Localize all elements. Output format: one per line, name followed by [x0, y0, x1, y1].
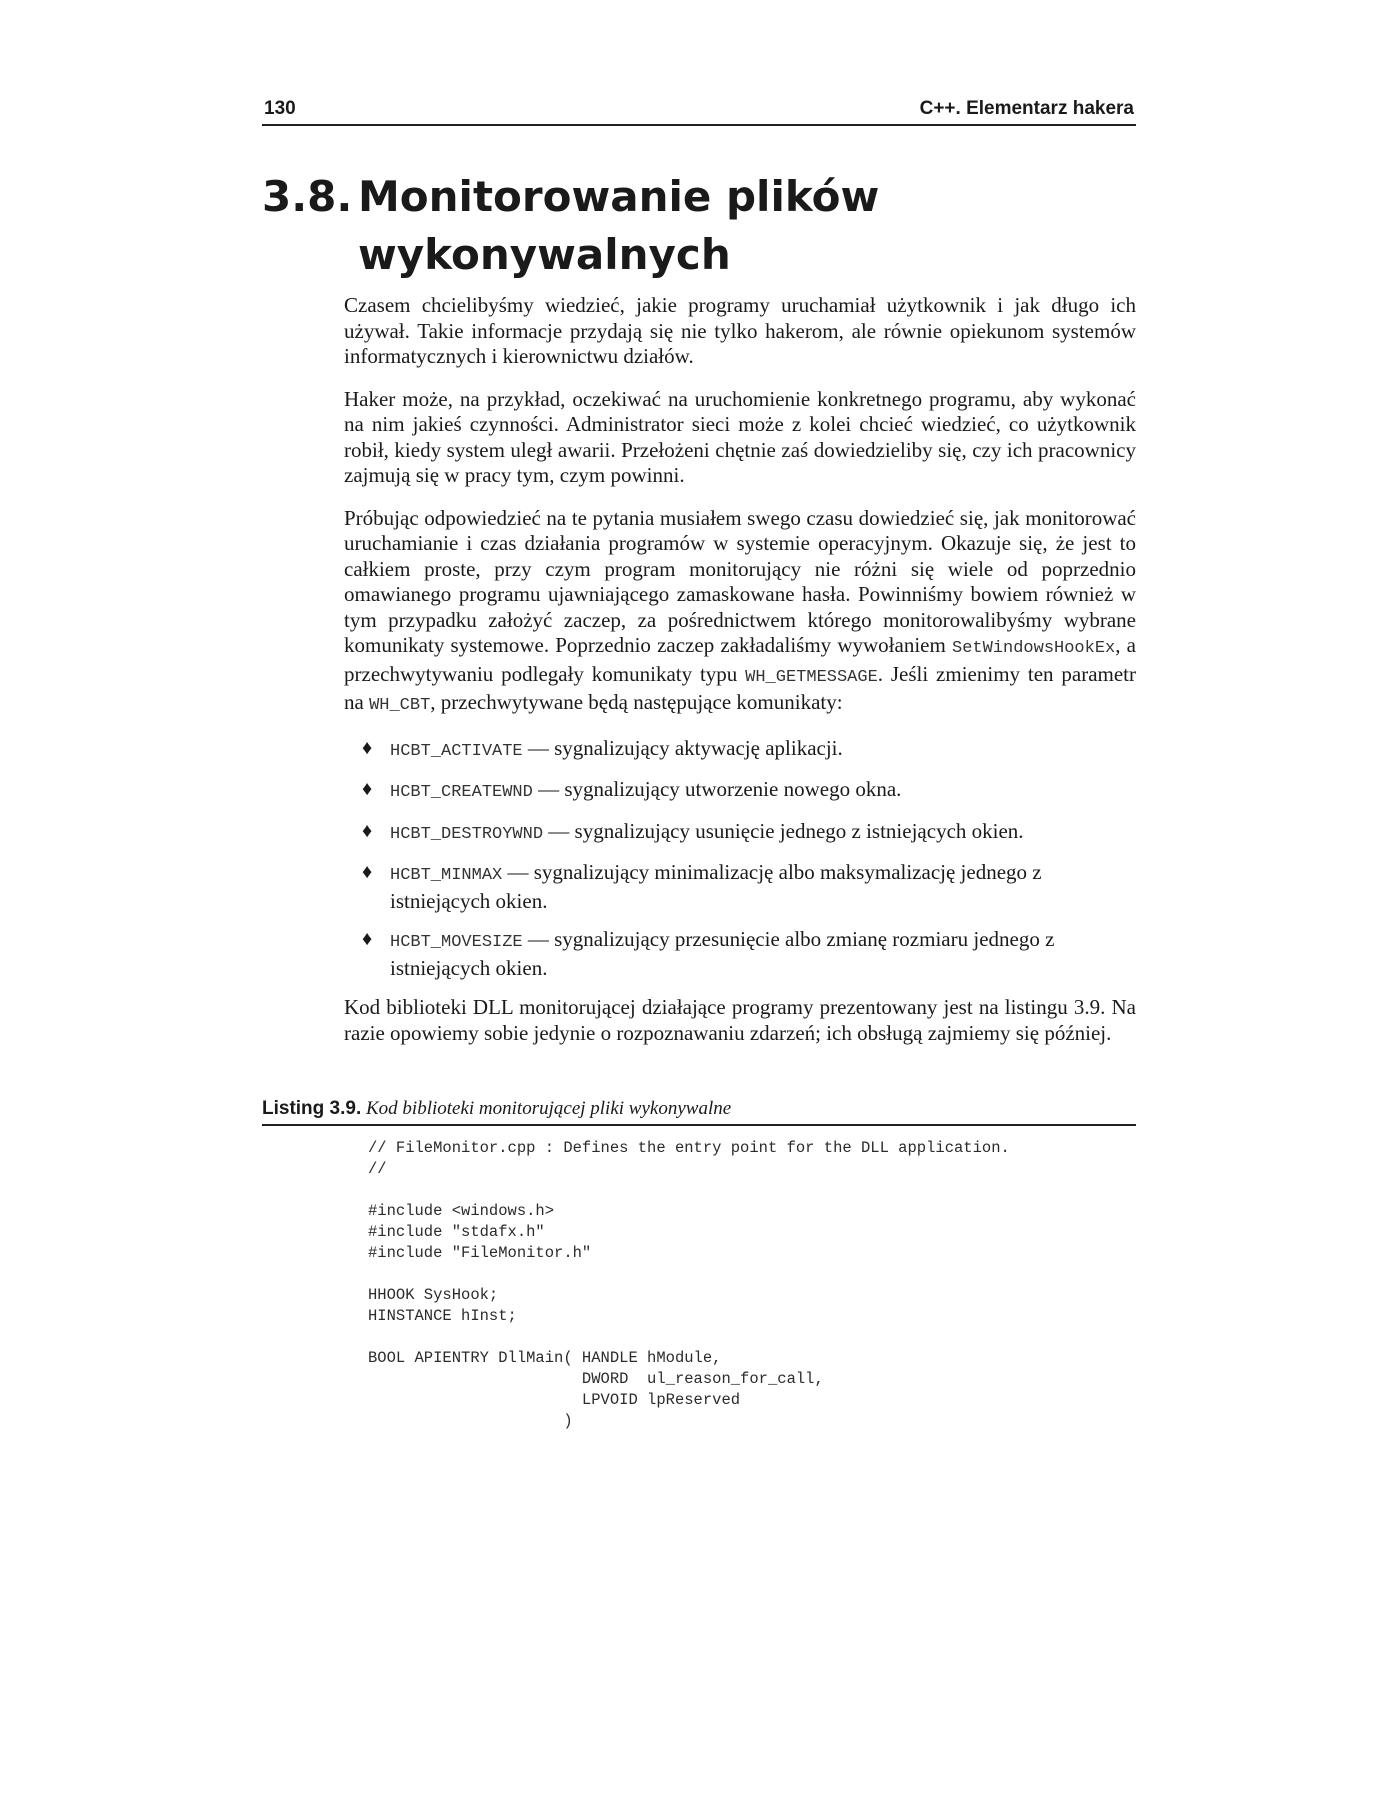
section-title-line2: wykonywalnych — [358, 230, 731, 279]
listing-label: Listing 3.9. — [262, 1098, 362, 1119]
code-line — [368, 1327, 1108, 1348]
code-line: DWORD ul_reason_for_call, — [368, 1370, 824, 1388]
list-item-text: — sygnalizujący aktywację aplikacji. — [522, 735, 843, 760]
code-line: // FileMonitor.cpp : Defines the entry point for the DLL application. — [368, 1139, 1010, 1157]
inline-code-wh-getmessage: WH_GETMESSAGE — [745, 667, 878, 687]
code-line: #include "FileMonitor.h" — [368, 1244, 592, 1262]
section-number: 3.8. — [262, 172, 353, 221]
code-line: LPVOID lpReserved — [368, 1391, 741, 1409]
list-item-text: — sygnalizujący przesunięcie albo zmianę rozmiaru jednego z istniejących okien. — [390, 927, 1055, 980]
diamond-bullet-icon: ♦ — [362, 736, 373, 759]
paragraph-hooks-text-4: , przechwytywane będą następujące komunikaty: — [430, 690, 843, 714]
code-listing — [368, 1138, 1108, 1432]
list-item-text: — sygnalizujący usunięcie jednego z istniejących okien. — [543, 818, 1024, 843]
listing-caption — [262, 1098, 1136, 1126]
list-item-text: — sygnalizujący utworzenie nowego okna. — [532, 777, 902, 801]
hook-message-list — [344, 736, 1136, 982]
code-line: // — [368, 1160, 387, 1178]
paragraph-hooks-text-3: . Jeśli zmienimy ten parametr na — [344, 661, 1137, 714]
paragraph-listing-intro: Kod biblioteki DLL monitorującej działające programy prezentowany jest na listingu 3.9. Na razie opowiemy sobie jedynie o rozpoznawaniu zdarzeń; ich obsługą zajmiemy się później. — [344, 995, 1136, 1045]
paragraph-hooks — [344, 506, 1136, 719]
list-item-code: HCBT_ACTIVATE — [390, 741, 523, 761]
list-item-code: HCBT_MINMAX — [390, 866, 503, 885]
section-title-line1: Monitorowanie plików — [358, 172, 880, 221]
list-item-code: HCBT_MOVESIZE — [390, 933, 523, 952]
list-item — [344, 777, 1136, 806]
code-line — [368, 1264, 1108, 1285]
list-item-text: — sygnalizujący minimalizację albo maksymalizację jednego z istniejących okien. — [390, 860, 1042, 913]
page-number: 130 — [264, 98, 296, 119]
list-item-code: HCBT_CREATEWND — [390, 783, 533, 802]
list-item — [344, 819, 1136, 848]
diamond-bullet-icon: ♦ — [362, 928, 373, 950]
listing-description: Kod biblioteki monitorującej pliki wykonywalne — [366, 1098, 732, 1119]
list-item — [344, 860, 1136, 914]
code-line: HHOOK SysHook; — [368, 1286, 499, 1304]
paragraph-hooks-text-2: , a przechwytywaniu podlegały komunikaty typu — [344, 633, 1137, 686]
inline-code-wh-cbt: WH_CBT — [369, 696, 431, 715]
list-item — [344, 927, 1136, 981]
paragraph-hooks-text-1: Próbując odpowiedzieć na te pytania musiałem swego czasu dowiedzieć się, jak monitorować uruchamianie i czas działania programów w systemie operacyjnym. Okazuje się, że jest to całkiem proste, przy czym program monitorujący nie różni się wiele od poprzednio omawianego programu ujawniającego zamaskowane hasła. Powinniśmy bowiem również w tym przypadku założyć zaczep, za pośrednictwem którego monitorowalibyśmy wybrane komunikaty systemowe. Poprzednio zaczep zakładaliśmy wywołaniem — [344, 505, 1136, 657]
paragraph-hacker: Haker może, na przykład, oczekiwać na uruchomienie konkretnego programu, aby wykonać na nim jakieś czynności. Administrator sieci może z kolei chcieć wiedzieć, co użytkownik robił, kiedy system uległ awarii. Przełożeni chętnie zaś dowiedzieliby się, czy ich pracownicy zajmują się w pracy tym, czym powinni. — [344, 386, 1136, 487]
code-line: ) — [368, 1412, 573, 1430]
code-line: BOOL APIENTRY DllMain( HANDLE hModule, — [368, 1349, 722, 1367]
inline-code-setwindowshookex: SetWindowsHookEx — [952, 639, 1116, 658]
code-line: #include <windows.h> — [368, 1202, 555, 1220]
list-item-code: HCBT_DESTROYWND — [390, 824, 544, 844]
diamond-bullet-icon: ♦ — [362, 861, 373, 883]
body-text — [344, 293, 1136, 1063]
code-line: #include "stdafx.h" — [368, 1223, 545, 1241]
paragraph-intro: Czasem chcielibyśmy wiedzieć, jakie programy uruchamiał użytkownik i jak długo ich używał. Takie informacje przydają się nie tylko hakerom, ale równie opiekunom systemów informatycznych i kierownictwu działów. — [344, 293, 1136, 368]
running-title: C++. Elementarz hakera — [919, 98, 1134, 119]
page-header — [262, 96, 1136, 126]
diamond-bullet-icon: ♦ — [362, 819, 373, 842]
diamond-bullet-icon: ♦ — [362, 778, 373, 800]
section-title — [262, 168, 1136, 284]
list-item — [344, 736, 1136, 765]
code-line — [368, 1180, 1108, 1201]
code-line: HINSTANCE hInst; — [368, 1307, 517, 1325]
